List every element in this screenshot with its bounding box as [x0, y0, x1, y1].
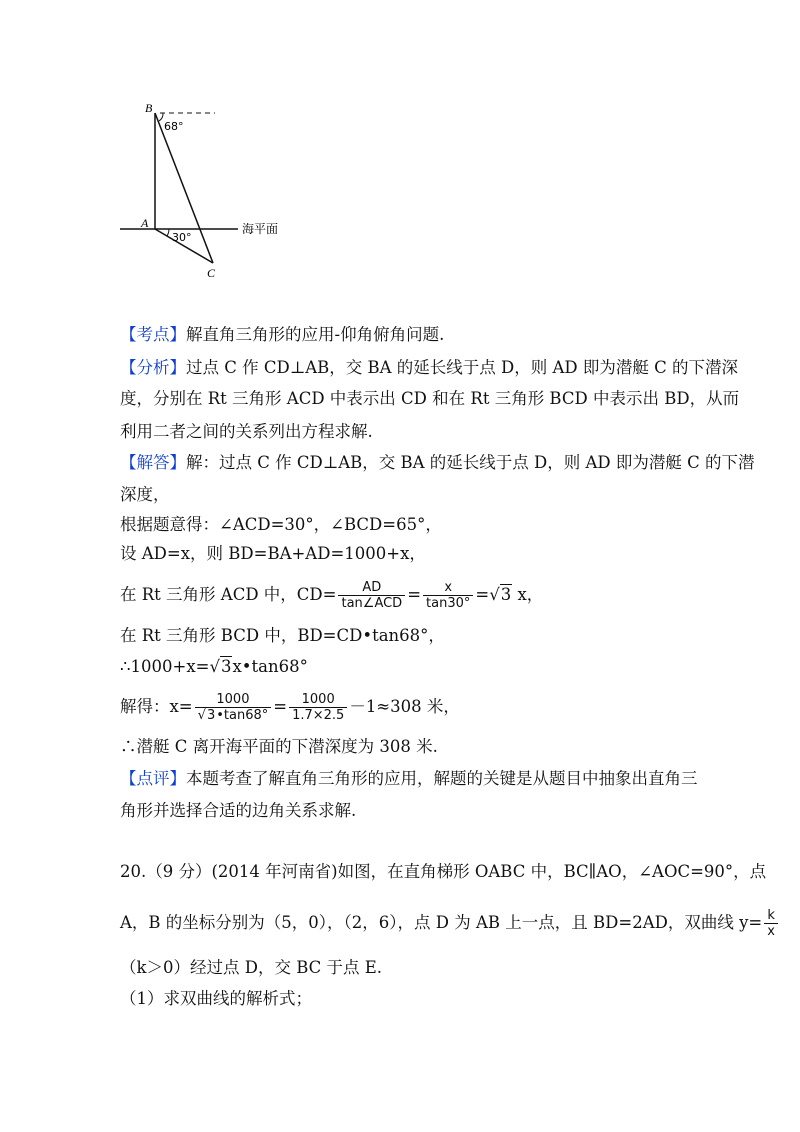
solve-prefix: 解得：x=: [120, 697, 193, 716]
fraction-numerator: 1000: [195, 692, 272, 708]
dianping-line-1: [120, 768, 698, 790]
fraction-denominator: tan30°: [426, 596, 471, 611]
angle-bottom-label: 30°: [172, 231, 192, 244]
sqrt-radicand: 3: [220, 657, 232, 676]
equals-sign: =: [273, 697, 288, 716]
kaodian-tag: 【考点】: [120, 325, 186, 344]
fraction-ad-over-tan: [338, 580, 405, 611]
jieda-line-6: 在 Rt 三角形 BCD 中，BD=CD•tan68°，: [120, 626, 445, 645]
jieda-tag: 【解答】: [120, 453, 186, 472]
dianping-line-2: 角形并选择合适的边角关系求解.: [120, 801, 357, 820]
jieda-line-3: 根据题意得：∠ACD=30°，∠BCD=65°，: [120, 515, 442, 534]
label-b: B: [145, 101, 153, 115]
cd-expr-suffix: x，: [512, 585, 544, 604]
jieda-text-1: 解：过点 C 作 CD⊥AB，交 BA 的延长线于点 D，则 AD 即为潜艇 C 的下潜: [186, 453, 755, 472]
sqrt-3: √3: [197, 708, 216, 723]
fraction-denominator: 1.7×2.5: [292, 708, 345, 723]
sea-level-label: 海平面: [242, 222, 279, 236]
jieda-line-8: [120, 690, 690, 724]
sqrt-radicand: 3: [206, 708, 216, 723]
fraction-k-over-x: [764, 908, 778, 939]
fraction-numerator: AD: [338, 580, 405, 596]
jieda-line-9: ∴潜艇 C 离开海平面的下潜深度为 308 米.: [120, 737, 438, 756]
fenxi-line-3: 利用二者之间的关系列出方程求解.: [120, 422, 373, 441]
q20-line-3: （k＞0）经过点 D，交 BC 于点 E.: [120, 958, 383, 977]
sqrt-radicand: 3: [500, 585, 512, 604]
equals-sign: =: [475, 585, 490, 604]
fenxi-text-1: 过点 C 作 CD⊥AB，交 BA 的延长线于点 D，则 AD 即为潜艇 C 的下潜深: [186, 358, 739, 377]
q20-line-2: [120, 906, 775, 940]
q20-line-4: （1）求双曲线的解析式；: [120, 989, 312, 1008]
equals-sign: =: [407, 585, 422, 604]
geometry-figure: [110, 95, 310, 290]
fraction-denominator: tan∠ACD: [341, 596, 403, 611]
fenxi-line-2: 度，分别在 Rt 三角形 ACD 中表示出 CD 和在 Rt 三角形 BCD 中表示出 BD，从而: [120, 389, 740, 408]
fraction-numerator: 1000: [289, 692, 347, 708]
eq-prefix: ∴1000+x=: [120, 657, 210, 676]
jieda-line-4: 设 AD=x，则 BD=BA+AD=1000+x，: [120, 544, 426, 563]
fraction-numerator: k: [764, 908, 778, 924]
label-a: A: [141, 216, 149, 230]
jieda-line-1: [120, 452, 755, 474]
fraction-denominator: [195, 708, 272, 723]
denominator-tail: •tan68°: [216, 708, 269, 723]
angle-top-label: 68°: [164, 120, 184, 133]
jieda-line-5: [120, 580, 690, 611]
fraction-1000-over-sqrt3-tan68: [195, 692, 272, 723]
fraction-1000-over-product: [289, 692, 347, 723]
jieda-line-7: [120, 656, 690, 678]
fenxi-line-1: [120, 357, 739, 379]
kaodian-text: 解直角三角形的应用-仰角俯角问题.: [186, 325, 445, 344]
dianping-text-1: 本题考查了解直角三角形的应用，解题的关键是从题目中抽象出直角三: [186, 769, 698, 788]
fraction-denominator: x: [767, 924, 775, 939]
q20-line-2-text: A，B 的坐标分别为（5，0），（2，6），点 D 为 AB 上一点，且 BD=2AD，双曲线 y=: [120, 913, 763, 932]
kaodian-line: [120, 324, 690, 346]
q20-line-1: 20.（9 分）(2014 年河南省)如图，在直角梯形 OABC 中，BC∥AO，∠AOC=90°，点: [120, 862, 767, 881]
sqrt-3: √3: [209, 657, 232, 676]
solve-suffix: －1≈308 米，: [349, 697, 460, 716]
label-c: C: [207, 266, 216, 280]
fraction-numerator: x: [423, 580, 473, 596]
fenxi-tag: 【分析】: [120, 358, 186, 377]
sqrt-3: √3: [489, 585, 512, 604]
cd-expr-prefix: 在 Rt 三角形 ACD 中，CD=: [120, 585, 337, 604]
eq-suffix: x•tan68°: [232, 657, 308, 676]
fraction-x-over-tan30: [423, 580, 473, 611]
angle-30-arc: [167, 229, 169, 236]
angle-68-arc: [159, 113, 163, 121]
dianping-tag: 【点评】: [120, 769, 186, 788]
jieda-line-2: 深度，: [120, 485, 170, 504]
